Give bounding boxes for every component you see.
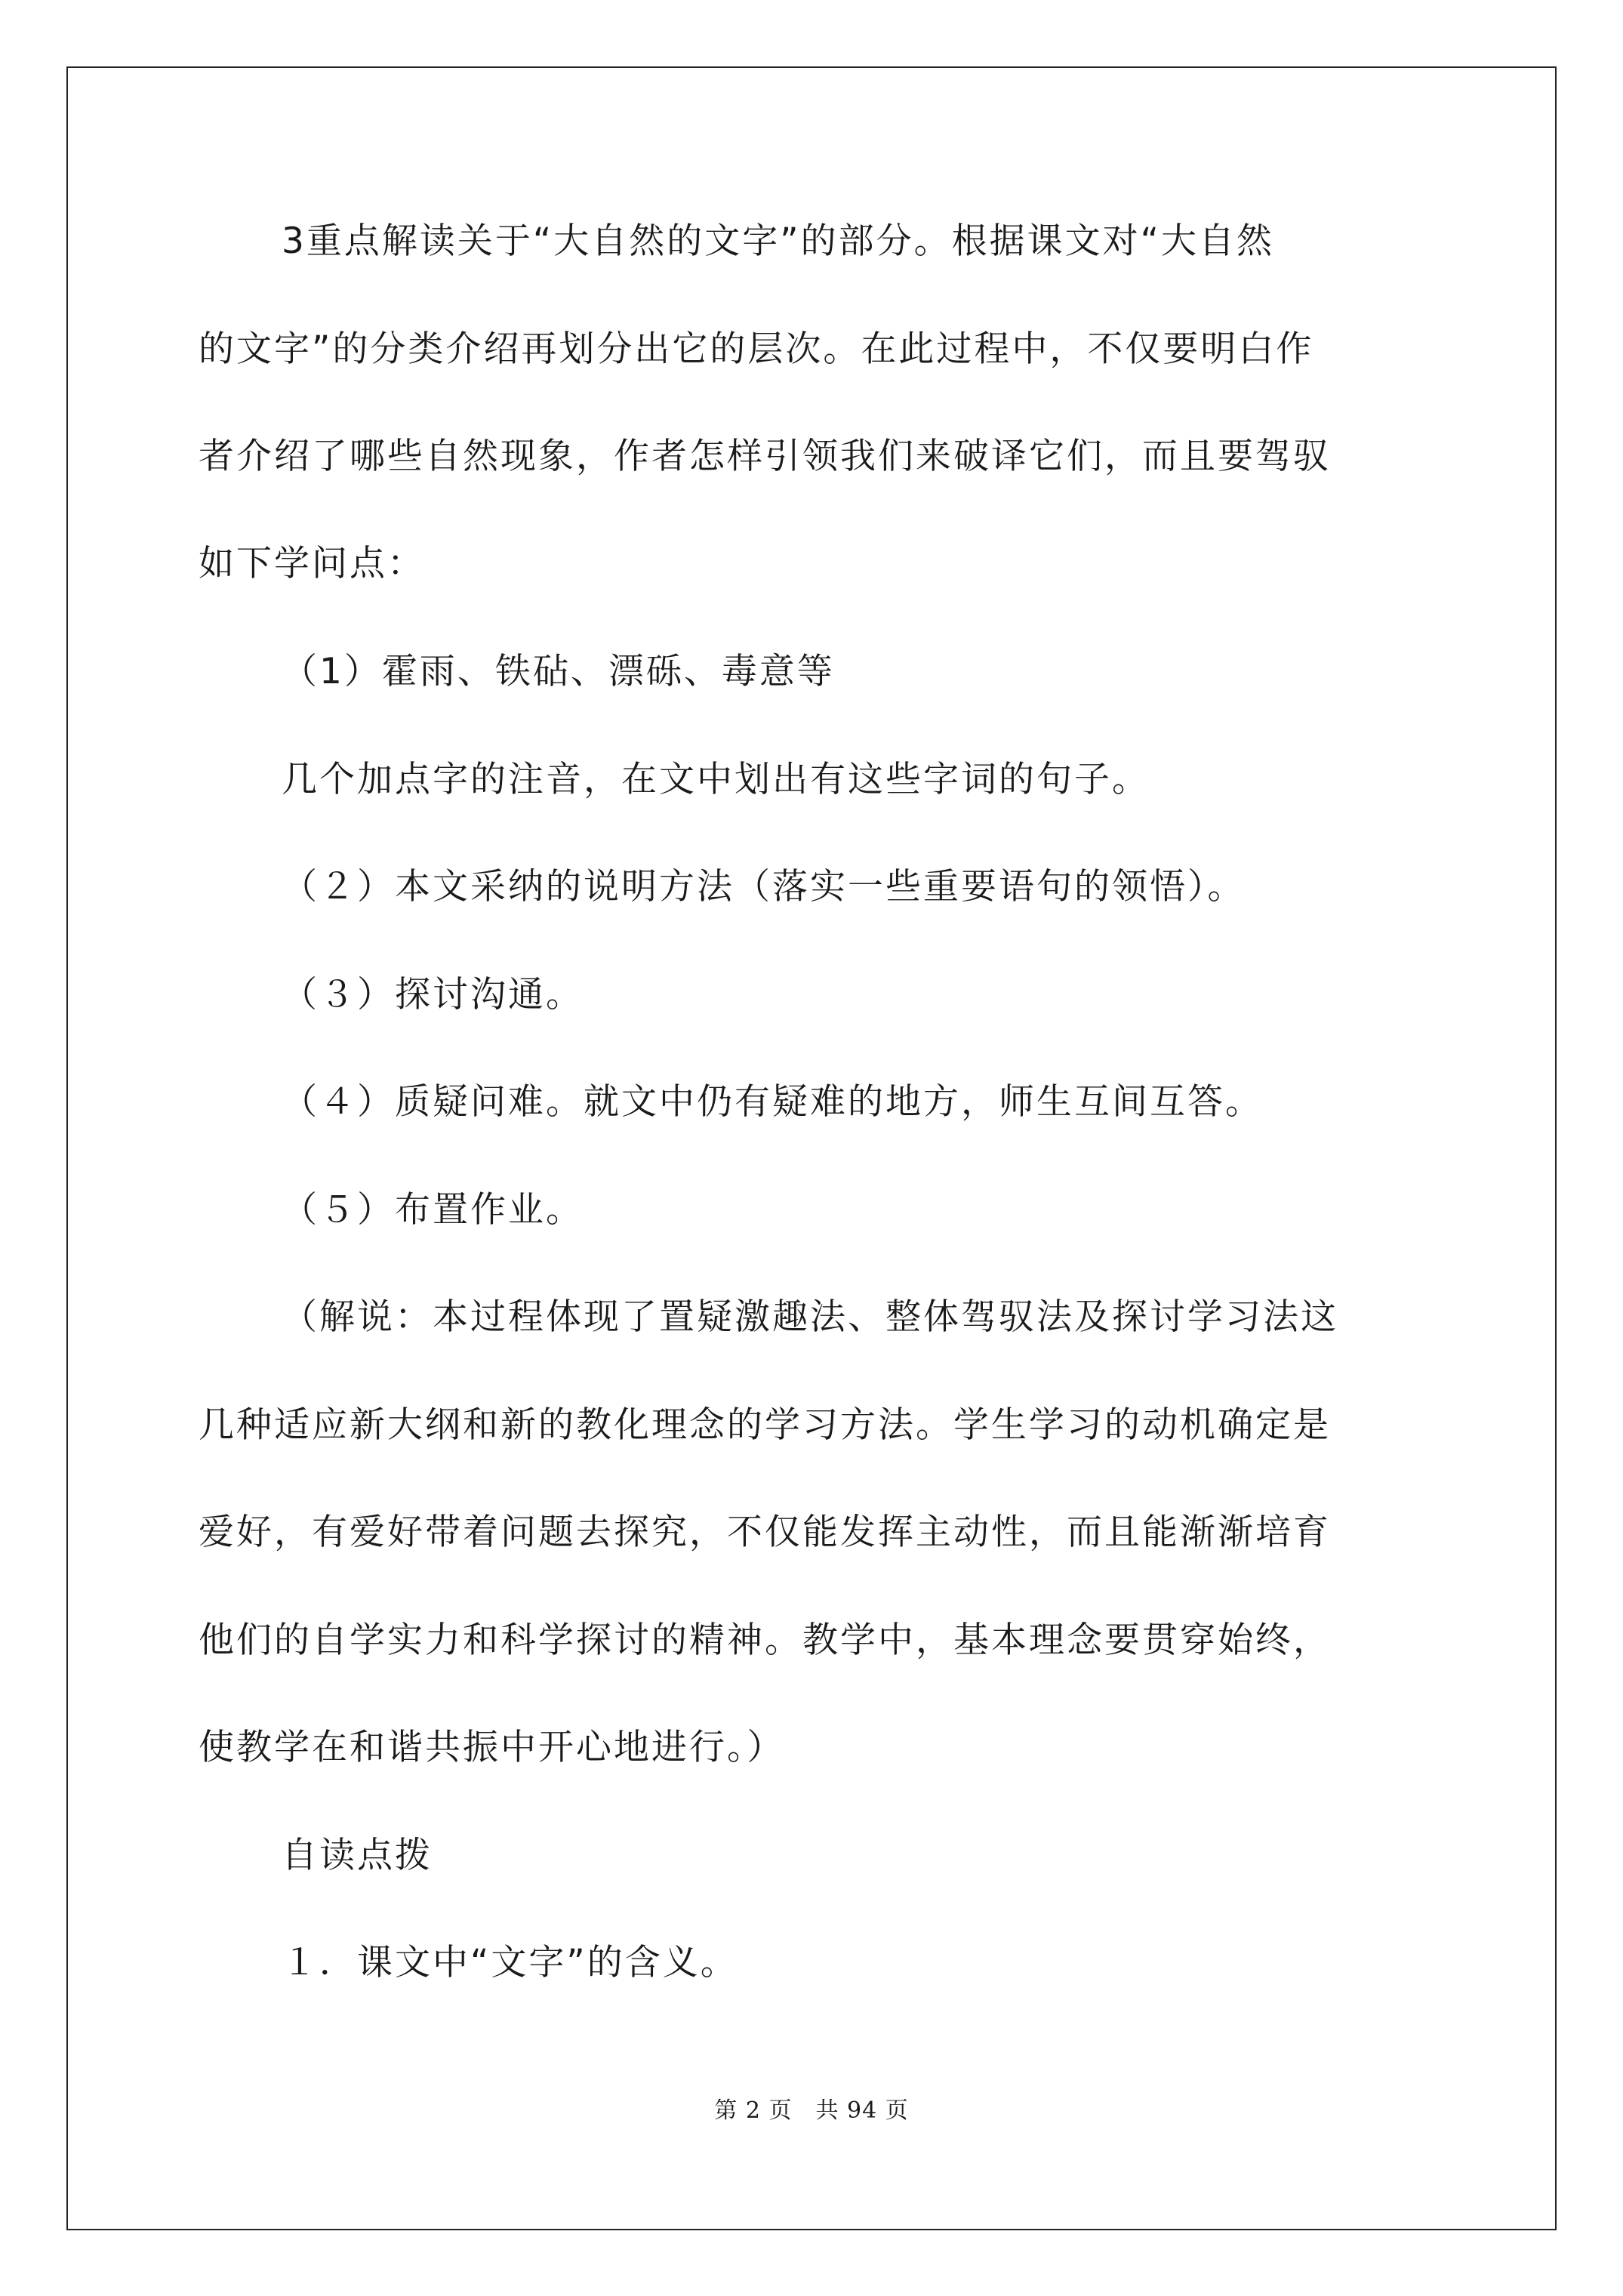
- page-number-footer: 第 2 页 共 94 页: [714, 2097, 909, 2124]
- paragraph-line: 的文字”的分类介绍再划分出它的层次。在此过程中，不仅要明白作: [199, 328, 1314, 370]
- paragraph-line: 爱好，有爱好带着问题去探究，不仅能发挥主动性，而且能渐渐培育: [199, 1512, 1331, 1553]
- list-item: （５）布置作业。: [282, 1189, 584, 1231]
- list-item: （４）质疑问难。就文中仍有疑难的地方，师生互间互答。: [282, 1081, 1263, 1123]
- paragraph-line: 如下学问点：: [199, 543, 425, 584]
- list-item: （２）本文采纳的说明方法（落实一些重要语句的领悟）。: [282, 866, 1246, 908]
- paragraph-line: 使教学在和谐共振中开心地进行。）: [199, 1727, 785, 1768]
- section-heading: 自读点拨: [282, 1835, 433, 1876]
- paragraph-line: 几种适应新大纲和新的教化理念的学习方法。学生学习的动机确定是: [199, 1404, 1331, 1446]
- page-border: [66, 66, 1557, 2230]
- list-item: （1）霍雨、铁砧、漂砾、毒意等: [282, 651, 835, 692]
- paragraph-line: 他们的自学实力和科学探讨的精神。教学中，基本理念要贯穿始终，: [199, 1620, 1331, 1661]
- paragraph-line: （解说：本过程体现了置疑激趣法、整体驾驭法及探讨学习法这: [282, 1296, 1338, 1338]
- paragraph-line: 者介绍了哪些自然现象，作者怎样引领我们来破译它们，而且要驾驭: [199, 436, 1331, 477]
- paragraph-line: 几个加点字的注音，在文中划出有这些字词的句子。: [282, 759, 1150, 800]
- paragraph-line: 3重点解读关于“大自然的文字”的部分。根据课文对“大自然: [282, 220, 1274, 262]
- list-item: １．课文中“文字”的含义。: [282, 1942, 738, 1983]
- list-item: （３）探讨沟通。: [282, 974, 584, 1015]
